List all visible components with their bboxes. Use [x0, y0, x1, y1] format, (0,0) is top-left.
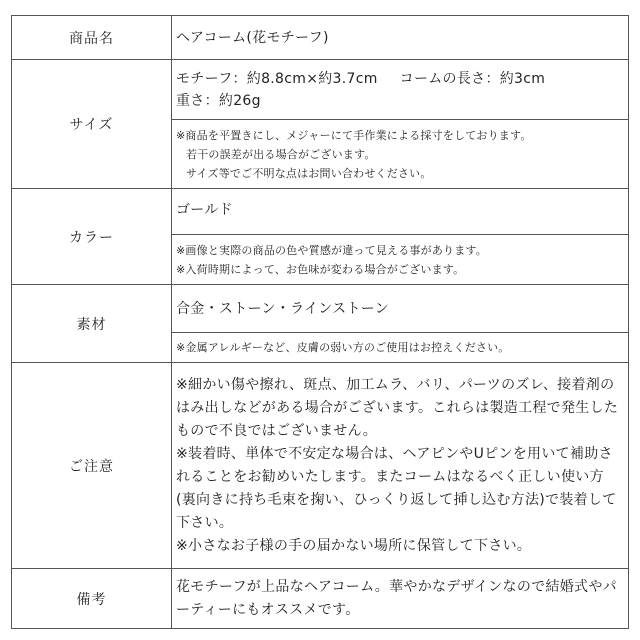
note-size-2: 若干の誤差が出る場合がございます。 [186, 147, 376, 161]
row-caution [12, 363, 629, 569]
row-material-main [12, 285, 629, 333]
value-remarks [172, 569, 629, 629]
value-material: 合金・ストーン・ラインストーン [172, 285, 629, 333]
value-caution [172, 363, 629, 569]
note-size [172, 120, 629, 189]
row-color-main [12, 189, 629, 235]
label-material: 素材 [12, 285, 172, 363]
note-color-2: ※入荷時期によって、お色味が変わる場合がございます。 [176, 262, 465, 276]
spec-table [11, 15, 629, 629]
note-size-1: ※商品を平置きにし、メジャーにて手作業による採寸をしております。 [176, 128, 532, 142]
label-color: カラー [12, 189, 172, 285]
label-remarks: 備考 [12, 569, 172, 629]
value-size [172, 60, 629, 120]
size-motif: モチーフ：約8.8cm×約3.7cm [176, 70, 378, 87]
size-comb-length: コームの長さ：約3cm [399, 70, 546, 87]
caution-text-2: ※装着時、単体で不安定な場合は、ヘアピンやUピンを用いて補助されることをお勧めいたします。またコームはなるべく正しい使い方(裏向きに持ち毛束を掬い、ひっくり返して挿し込む方法)で装着して下さい。 [176, 445, 617, 531]
note-material [172, 333, 629, 363]
caution-text-1: ※細かい傷や擦れ、斑点、加工ムラ、バリ、パーツのズレ、接着剤のはみ出しなどがある場合がございます。これらは製造工程で発生したもので不良ではございません。 [176, 376, 619, 439]
size-line-1 [176, 68, 622, 90]
note-material-1: ※金属アレルギーなど、皮膚の弱い方のご使用はお控えください。 [176, 341, 510, 354]
size-weight: 重さ：約26g [176, 92, 261, 109]
note-color [172, 235, 629, 285]
value-product-name: ヘアコーム(花モチーフ) [172, 16, 629, 60]
note-color-1: ※画像と実際の商品の色や質感が違って見える事があります。 [176, 243, 487, 257]
row-size-main [12, 60, 629, 120]
row-product-name [12, 16, 629, 60]
remarks-text: 花モチーフが上品なヘアコーム。華やかなデザインなので結婚式やパーティーにもオススメです。 [176, 578, 617, 618]
label-size: サイズ [12, 60, 172, 189]
note-size-3: サイズ等でご不明な点はお問い合わせください。 [186, 166, 432, 180]
label-caution: ご注意 [12, 363, 172, 569]
label-product-name: 商品名 [12, 16, 172, 60]
row-remarks [12, 569, 629, 629]
caution-text-3: ※小さなお子様の手の届かない場所に保管して下さい。 [176, 537, 532, 554]
value-color: ゴールド [172, 189, 629, 235]
